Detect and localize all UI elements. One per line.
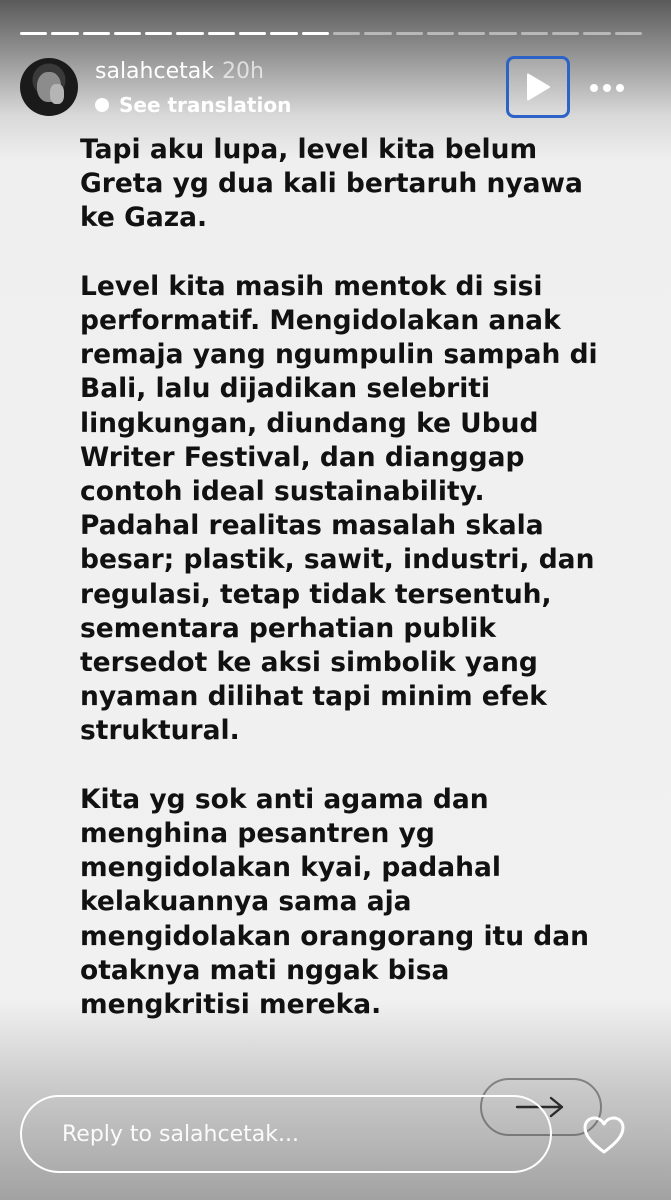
progress-segment (364, 32, 391, 35)
see-translation-button[interactable] (95, 92, 291, 118)
story-paragraph-1: Tapi aku lupa, level kita belum Greta yg dua kali bertaruh nyawa ke Gaza. (80, 134, 583, 234)
reply-bar[interactable] (20, 1095, 552, 1173)
post-time: 20h (221, 59, 264, 84)
progress-segment (145, 32, 172, 35)
more-dot-icon (616, 84, 624, 92)
user-line (95, 58, 264, 86)
like-button[interactable] (580, 1113, 628, 1157)
progress-segment (270, 32, 297, 35)
progress-segment (552, 32, 579, 35)
more-dot-icon (590, 84, 598, 92)
reply-input[interactable] (60, 1121, 504, 1148)
story-text (80, 133, 600, 1022)
progress-segment (427, 32, 454, 35)
progress-segment (396, 32, 423, 35)
progress-segment (176, 32, 203, 35)
progress-segment (489, 32, 516, 35)
play-icon (525, 73, 551, 101)
progress-segment (20, 32, 47, 35)
play-button[interactable] (506, 56, 570, 118)
progress-segment (239, 32, 266, 35)
translation-dot-icon (95, 98, 109, 112)
progress-segment (521, 32, 548, 35)
progress-segment (333, 32, 360, 35)
story-header (20, 58, 652, 122)
progress-segment (114, 32, 141, 35)
heart-icon (582, 1115, 626, 1155)
progress-segment (458, 32, 485, 35)
progress-segment (208, 32, 235, 35)
avatar-hand (50, 84, 64, 104)
progress-segment (583, 32, 610, 35)
more-options-button[interactable] (582, 74, 632, 102)
username[interactable]: salahcetak (95, 59, 214, 84)
story-progress-bar (20, 32, 642, 35)
more-dot-icon (603, 84, 611, 92)
see-translation-label: See translation (119, 93, 292, 117)
progress-segment (302, 32, 329, 35)
story-paragraph-3: Kita yg sok anti agama dan menghina pesantren yg mengidolakan kyai, padahal kelakuannya sama aja mengidolakan orangorang itu dan otaknya mati nggak bisa mengkritisi mereka. (80, 783, 590, 1021)
progress-segment (615, 32, 642, 35)
story-paragraph-2: Level kita masih mentok di sisi performatif. Mengidolakan anak remaja yang ngumpulin sampah di Bali, lalu dijadikan selebriti lingkungan, diundang ke Ubud Writer Festival, dan dianggap contoh ideal sustainability. Padahal realitas masalah skala besar; plastik, sawit, industri, dan regulasi, tetap tidak tersentuh, sementara perhatian publik tersedot ke aksi simbolik yang nyaman dilihat tapi minim efek struktural. (80, 270, 598, 747)
avatar[interactable] (20, 58, 78, 116)
progress-segment (83, 32, 110, 35)
progress-segment (51, 32, 78, 35)
